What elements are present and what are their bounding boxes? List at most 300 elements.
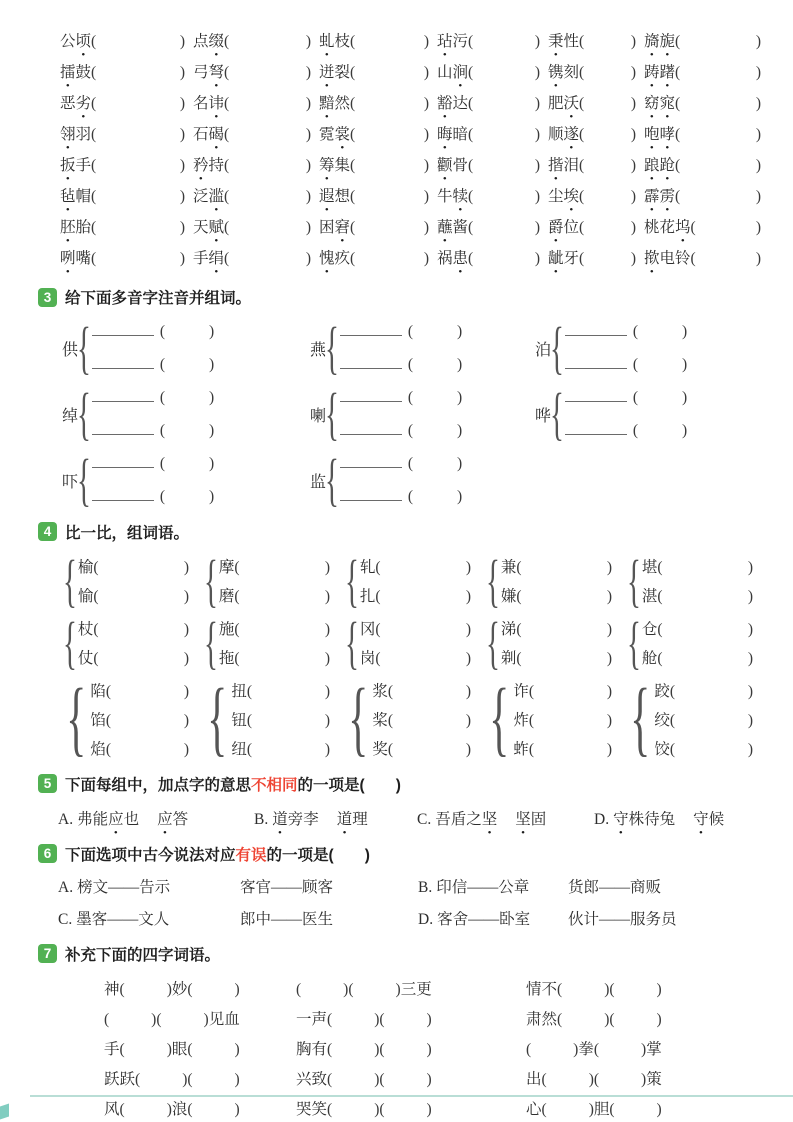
pair-text: 客官——顾客 [240,878,334,896]
idiom-item [104,1067,296,1089]
char: 名 [193,94,209,112]
word-text [548,246,579,268]
char: 污 [452,32,469,50]
dotted-char: 躇 [659,63,676,81]
char: 之 [466,810,482,828]
open-paren: ( [246,740,253,758]
compare-char: 扎 [359,588,376,606]
dotted-char: 蘸 [437,218,453,236]
close-paren: ) [374,1070,380,1088]
close-paren: ) [588,1070,594,1088]
close-paren: ) [604,1010,610,1028]
option-phrase [693,807,724,829]
dotted-char: 坚 [481,810,498,828]
word-text [548,215,579,237]
open-paren: ( [657,650,663,668]
word-item [193,60,319,82]
idiom-row [104,1007,769,1037]
idiom-item [104,1007,296,1029]
polyphone-char: 绰 [62,407,79,425]
word-item [60,60,193,82]
close-paren: ) [534,63,540,81]
close-paren: ) [234,980,240,998]
word-text [193,29,224,51]
brace-icon: { [344,547,359,613]
ancient-modern-row [58,907,769,929]
word-text [193,246,224,268]
pinyin-blank [565,322,627,336]
answer-lines [372,679,471,759]
idiom-text: 见血 [208,1010,240,1028]
close-paren: ) [183,711,189,729]
section-title: 下面每组中，加点字的意思不相同的一项是( ) [65,776,401,794]
word-item [548,153,644,175]
open-paren: ( [516,650,522,668]
option-phrase [515,807,546,829]
word-text [437,246,468,268]
answer-line [360,584,471,606]
footer-corner-mark [0,1104,9,1120]
open-paren: ( [387,682,394,700]
answer-lines [340,454,462,506]
char: 候 [708,810,725,828]
open-paren: ( [119,1040,125,1058]
close-paren: ) [305,249,311,267]
dotted-char: 黯 [319,94,335,112]
open-paren: ( [632,323,639,341]
char: 山 [437,63,453,81]
word-text [319,215,350,237]
close-paren: ) [534,125,540,143]
polyphone-char: 喇 [310,407,327,425]
char: 恶 [60,94,76,112]
answer-lines [219,555,330,606]
close-paren: ) [179,32,185,50]
word-text [60,153,91,175]
compare-char: 炸 [513,711,529,729]
word-item [437,122,548,144]
open-paren: ( [105,682,112,700]
char: 手 [75,156,92,174]
open-paren: ( [187,980,193,998]
answer-line [642,555,753,577]
answer-line [219,555,330,577]
open-paren: ( [224,187,230,205]
brace-icon: { [62,609,77,675]
option-phrase [337,807,368,829]
close-paren: ) [465,621,471,639]
idiom-text: 眼 [171,1040,188,1058]
close-paren: ) [209,389,215,407]
word-text [319,122,350,144]
close-paren: ) [234,1070,240,1088]
pinyin-blank [92,454,154,468]
open-paren: ( [468,218,474,236]
dotted-char: 遐 [319,187,335,205]
answer-line [219,646,330,668]
close-paren: ) [747,559,753,577]
close-paren: ) [234,1100,240,1118]
char: 牛 [437,187,453,205]
open-paren: ( [91,94,97,112]
word-text [548,60,579,82]
option-label: B. [418,878,433,896]
section-choice-5 [38,773,769,829]
close-paren: ) [423,218,429,236]
answer-line [513,679,612,701]
idiom-text: 浪 [171,1100,188,1118]
compare-group [628,672,769,766]
compare-group [346,672,487,766]
open-paren: ( [468,63,474,81]
answer-line [78,646,189,668]
answer-line [565,355,687,374]
word-item [60,122,193,144]
answer-line [501,646,612,668]
char: 株 [628,810,645,828]
word-text [60,29,91,51]
char: 兔 [659,810,676,828]
dotted-char: 擂 [60,63,76,81]
char: 牙 [563,249,580,267]
polyphone-char: 吓 [62,473,79,491]
answer-line [78,617,189,639]
polyphone-group [62,447,310,513]
dotted-char: 绢 [208,249,225,267]
compare-char: 陷 [90,682,106,700]
polyphone-group [535,381,769,447]
idiom-text: 胆 [593,1100,610,1118]
open-paren: ( [675,156,681,174]
answer-lines [231,679,330,759]
close-paren: ) [534,156,540,174]
char: 达 [452,94,469,112]
pair-text: 印信——公章 [436,878,530,896]
close-paren: ) [343,980,349,998]
word-text [548,91,579,113]
char: 疚 [334,249,351,267]
compare-char: 轧 [359,559,376,577]
dotted-char: 玷 [437,32,453,50]
word-text [193,60,224,82]
option-label: B. [254,810,269,828]
char: 弓 [193,63,209,81]
open-paren: ( [327,1010,333,1028]
close-paren: ) [588,1100,594,1118]
compare-char: 仗 [77,650,94,668]
word-text [193,184,224,206]
compare-char: 浆 [372,682,388,700]
dotted-char: 矜 [193,156,209,174]
close-paren: ) [374,1010,380,1028]
word-item [60,215,193,237]
close-paren: ) [534,32,540,50]
dotted-char: 秉 [548,32,564,50]
dotted-char: 雳 [659,187,676,205]
choice-option [254,807,417,829]
idiom-item [296,977,526,999]
word-row [60,241,769,272]
close-paren: ) [457,356,463,374]
open-paren: ( [224,63,230,81]
char: 公 [60,32,76,50]
word-text [548,29,579,51]
close-paren: ) [606,740,612,758]
open-paren: ( [516,621,522,639]
word-item [437,29,548,51]
pinyin-blank [92,355,154,369]
idiom-text: 情不 [526,980,558,998]
idiom-text: 风 [104,1100,120,1118]
open-paren: ( [135,1070,141,1088]
brace-icon: { [549,315,564,380]
idiom-item [526,1037,769,1059]
idiom-item [296,1037,526,1059]
close-paren: ) [209,422,215,440]
dotted-char: 筹 [319,156,335,174]
dotted-char: 揩 [548,156,564,174]
open-paren: ( [350,63,356,81]
close-paren: ) [179,94,185,112]
open-paren: ( [669,711,676,729]
ancient-modern-pair [58,875,240,897]
section-7-header [38,943,769,965]
close-paren: ) [656,1010,662,1028]
open-paren: ( [593,1040,600,1058]
word-item [644,29,769,51]
answer-line [642,617,753,639]
open-paren: ( [657,559,663,577]
dotted-char: 霹 [644,187,660,205]
char: 肥 [548,94,564,112]
char: 固 [530,810,547,828]
close-paren: ) [305,32,311,50]
idiom-rows [104,977,769,1122]
polyphone-row [62,315,769,380]
open-paren: ( [468,156,474,174]
section-polyphone [38,286,769,513]
open-paren: ( [516,559,522,577]
word-row [60,55,769,86]
answer-lines [642,555,753,606]
close-paren: ) [630,187,636,205]
char: 暗 [452,125,469,143]
close-paren: ) [747,711,753,729]
compare-group [203,547,346,613]
compare-char: 仓 [641,621,658,639]
pinyin-blank [340,322,402,336]
answer-line [654,737,753,759]
word-text [319,29,350,51]
option-phrase [613,807,675,829]
answer-line [360,555,471,577]
open-paren: ( [105,711,112,729]
choice-option [417,807,594,829]
open-paren: ( [657,621,663,639]
answer-line [360,646,471,668]
brace-icon: { [66,672,87,766]
pair-text: 郎中——医生 [240,910,334,928]
dotted-char: 劣 [75,94,92,112]
compare-char: 榆 [77,559,94,577]
open-paren: ( [579,187,585,205]
dotted-char: 患 [452,249,469,267]
open-paren: ( [187,1100,193,1118]
char: 想 [334,187,351,205]
answer-line [90,737,189,759]
dotted-char: 晦 [437,125,453,143]
open-paren: ( [187,1070,193,1088]
pair-text: 榜文——告示 [77,878,171,896]
section-number-badge: 7 [38,944,57,963]
answer-line [501,584,612,606]
idiom-text: 肃然 [526,1010,558,1028]
section-6-header [38,843,769,865]
dotted-char: 守 [693,810,709,828]
open-paren: ( [379,1010,385,1028]
brace-icon: { [76,447,91,513]
answer-line [340,487,462,506]
char: 天 [193,218,209,236]
open-paren: ( [468,125,474,143]
polyphone-groups [62,315,769,513]
open-paren: ( [91,63,97,81]
open-paren: ( [224,94,230,112]
word-text [548,122,579,144]
polyphone-row [62,381,769,447]
word-item [319,153,437,175]
compare-row [64,672,769,766]
close-paren: ) [182,1070,188,1088]
close-paren: ) [209,323,215,341]
word-text [644,184,675,206]
close-paren: ) [457,422,463,440]
word-text [437,29,468,51]
dotted-char: 道 [272,810,288,828]
char: 吾 [435,810,451,828]
pinyin-blank [92,421,154,435]
open-paren: ( [224,125,230,143]
answer-lines [654,679,753,759]
open-paren: ( [557,1010,563,1028]
footer-divider-line [30,1095,793,1097]
brace-icon: { [549,381,564,447]
open-paren: ( [675,125,681,143]
word-text [193,215,224,237]
answer-lines [78,555,189,606]
open-paren: ( [669,682,676,700]
pinyin-blank [92,388,154,402]
open-paren: ( [632,389,639,407]
word-item [644,122,769,144]
word-item [193,91,319,113]
dotted-char: 颧 [437,156,453,174]
open-paren: ( [159,389,166,407]
answer-lines [360,555,471,606]
open-paren: ( [350,249,356,267]
dotted-char: 埃 [563,187,580,205]
open-paren: ( [119,1100,125,1118]
dotted-char: 顷 [75,32,92,50]
open-paren: ( [224,249,230,267]
choice-option [58,807,254,829]
compare-char: 焰 [90,740,106,758]
char: 骨 [452,156,469,174]
open-paren: ( [528,682,535,700]
idiom-item [526,1097,769,1119]
close-paren: ) [305,63,311,81]
char: 嘴 [75,249,92,267]
pinyin-blank [340,487,402,501]
pinyin-blank [565,421,627,435]
idiom-item [296,1007,526,1029]
open-paren: ( [468,32,474,50]
word-item [437,91,548,113]
compare-char: 钮 [231,711,247,729]
idiom-item [526,1007,769,1029]
close-paren: ) [457,455,463,473]
word-row [60,210,769,241]
answer-line [92,322,214,341]
close-paren: ) [465,650,471,668]
close-paren: ) [534,94,540,112]
answer-line [340,388,462,407]
brace-icon: { [324,447,339,513]
answer-lines [565,388,687,440]
open-paren: ( [91,218,97,236]
word-item [60,184,193,206]
open-paren: ( [593,1070,600,1088]
highlight-text: 不相同 [251,776,298,794]
answer-line [642,646,753,668]
open-paren: ( [234,559,240,577]
close-paren: ) [426,1010,432,1028]
close-paren: ) [573,1040,579,1058]
close-paren: ) [606,559,612,577]
dotted-char: 咧 [60,249,76,267]
open-paren: ( [91,187,97,205]
close-paren: ) [630,249,636,267]
compare-group [485,547,628,613]
word-item [193,153,319,175]
open-paren: ( [690,249,696,267]
brace-icon: { [489,672,510,766]
word-item [193,184,319,206]
word-item [548,91,644,113]
idiom-text: 心 [526,1100,542,1118]
word-text [437,184,468,206]
close-paren: ) [426,1070,432,1088]
dotted-char: 涧 [452,63,469,81]
char: 李 [303,810,319,828]
pair-text: 货郎——商贩 [568,878,662,896]
close-paren: ) [209,356,215,374]
dotted-char: 龇 [548,249,564,267]
idiom-row [104,1067,769,1097]
char: 盾 [450,810,467,828]
answer-lines [501,617,612,668]
open-paren: ( [234,588,240,606]
word-item [644,246,769,268]
close-paren: ) [305,156,311,174]
section-number-badge: 4 [38,522,57,541]
char: 羽 [75,125,92,143]
close-paren: ) [209,488,215,506]
idiom-row [104,1037,769,1067]
answer-line [92,388,214,407]
word-item [644,60,769,82]
close-paren: ) [606,588,612,606]
